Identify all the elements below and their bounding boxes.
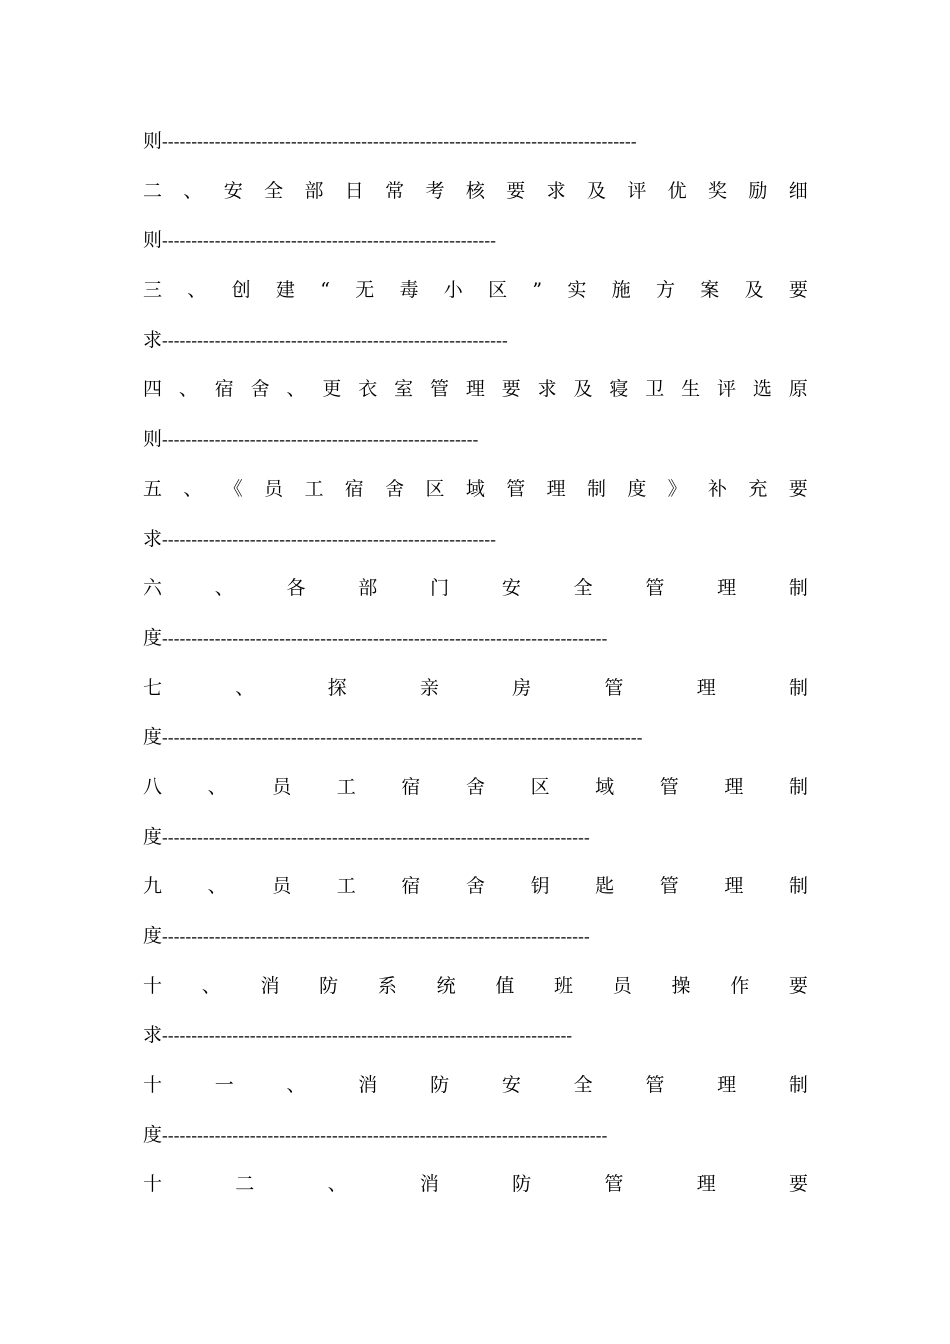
toc-title-char: 生 <box>681 378 701 401</box>
toc-title-char: 二 <box>143 179 163 202</box>
table-of-contents <box>143 117 808 1210</box>
toc-title-char: 、 <box>327 1173 347 1196</box>
toc-title-char: 区 <box>530 775 550 798</box>
toc-title-char: 安 <box>501 577 521 600</box>
toc-title-last-char: 度 <box>143 1123 163 1146</box>
toc-title-char: 、 <box>286 378 306 401</box>
toc-title-char: 制 <box>788 875 808 898</box>
toc-title-char: 核 <box>465 179 485 202</box>
toc-title-char: 统 <box>436 974 456 997</box>
toc-title-char: 系 <box>377 974 397 997</box>
toc-title-char: 八 <box>143 775 163 798</box>
toc-title-last-char: 度 <box>143 626 163 649</box>
toc-title-char: 、 <box>207 775 227 798</box>
toc-title-char: 补 <box>708 477 728 500</box>
toc-title-char: 房 <box>512 676 532 699</box>
toc-title-char: 全 <box>264 179 284 202</box>
toc-title-char: 、 <box>235 676 255 699</box>
toc-leader-dashes: ---------------------------------------------------------------------------- <box>162 628 608 648</box>
toc-title-char: 、 <box>187 279 207 302</box>
toc-title-char: 选 <box>752 378 772 401</box>
toc-title-char: 理 <box>696 1173 716 1196</box>
toc-title-char: 理 <box>724 775 744 798</box>
toc-title-char: 》 <box>667 477 687 500</box>
toc-leader-dashes: --------------------------------------------------------- <box>162 529 497 549</box>
toc-leader-dashes: --------------------------------------------------------------------------------- <box>162 132 637 151</box>
toc-title-char: 理 <box>465 378 485 401</box>
toc-title-char: 宿 <box>214 378 234 401</box>
toc-title-char: 施 <box>611 279 631 302</box>
toc-title-char: 管 <box>659 775 679 798</box>
toc-title-char: 工 <box>336 775 356 798</box>
toc-title-char: 域 <box>465 477 485 500</box>
toc-title-char: 优 <box>667 179 687 202</box>
toc-entry-title <box>143 862 808 912</box>
toc-title-char: 制 <box>788 676 808 699</box>
toc-title-char: 工 <box>304 477 324 500</box>
toc-entry-title <box>143 1061 808 1111</box>
toc-title-char: 钥 <box>530 875 550 898</box>
toc-leader-dashes: ----------------------------------------------------------- <box>162 330 508 350</box>
toc-title-char: 各 <box>286 577 306 600</box>
toc-title-char: 部 <box>358 577 378 600</box>
toc-entry-leader <box>143 415 808 465</box>
toc-title-char: 五 <box>143 477 163 500</box>
toc-title-char: 方 <box>655 279 675 302</box>
toc-entry-title <box>143 365 808 415</box>
toc-title-char: 理 <box>724 875 744 898</box>
toc-entry-leader <box>143 713 808 763</box>
toc-title-char: 作 <box>730 974 750 997</box>
toc-title-char: 要 <box>788 974 808 997</box>
toc-title-char: 要 <box>788 477 808 500</box>
toc-title-char: 探 <box>327 676 347 699</box>
toc-title-last-char: 求 <box>143 328 163 351</box>
toc-title-last-char: 求 <box>143 527 163 550</box>
toc-title-char: 宿 <box>344 477 364 500</box>
toc-title-char: 、 <box>201 974 221 997</box>
toc-entry-leader <box>143 1011 808 1061</box>
toc-title-char: 制 <box>788 775 808 798</box>
toc-title-char: 全 <box>573 1074 593 1097</box>
toc-title-char: 原 <box>788 378 808 401</box>
toc-title-char: 宿 <box>401 775 421 798</box>
toc-title-char: 制 <box>586 477 606 500</box>
toc-title-char: 安 <box>501 1074 521 1097</box>
toc-title-char: 理 <box>546 477 566 500</box>
toc-title-char: “ <box>320 279 330 302</box>
toc-leader-dashes: ---------------------------------------------------------------------------------- <box>162 728 643 748</box>
toc-title-char: 十 <box>143 1074 163 1097</box>
toc-title-char: 奖 <box>708 179 728 202</box>
toc-leader-dashes: ------------------------------------------------------ <box>162 430 479 450</box>
toc-title-char: 匙 <box>595 875 615 898</box>
toc-title-char: 三 <box>143 279 163 302</box>
toc-title-char: 舍 <box>385 477 405 500</box>
toc-title-last-char: 则 <box>143 130 163 152</box>
toc-title-last-char: 求 <box>143 1024 163 1047</box>
toc-title-char: 十 <box>143 974 163 997</box>
toc-title-char: 日 <box>344 179 364 202</box>
toc-title-char: 考 <box>425 179 445 202</box>
toc-title-char: 员 <box>264 477 284 500</box>
toc-title-last-char: 则 <box>143 428 163 451</box>
toc-title-char: 员 <box>612 974 632 997</box>
toc-entry-title <box>143 167 808 217</box>
toc-title-char: 员 <box>272 775 292 798</box>
toc-title-last-char: 度 <box>143 825 163 848</box>
toc-title-char: 常 <box>385 179 405 202</box>
toc-title-char: 舍 <box>465 775 485 798</box>
toc-title-char: 创 <box>231 279 251 302</box>
toc-entry-title <box>143 266 808 316</box>
toc-title-last-char: 则 <box>143 229 163 252</box>
toc-title-char: 九 <box>143 875 163 898</box>
toc-title-char: 《 <box>223 477 243 500</box>
toc-entry-title <box>143 763 808 813</box>
toc-entry-leader <box>143 813 808 863</box>
toc-title-char: 要 <box>788 1173 808 1196</box>
toc-title-char: 防 <box>512 1173 532 1196</box>
toc-title-char: 全 <box>573 577 593 600</box>
toc-title-char: 要 <box>788 279 808 302</box>
toc-title-char: ” <box>532 279 543 302</box>
toc-title-char: 防 <box>430 1074 450 1097</box>
toc-title-char: 班 <box>554 974 574 997</box>
toc-title-char: 制 <box>788 577 808 600</box>
toc-entry-leader <box>143 316 808 366</box>
toc-title-char: 安 <box>223 179 243 202</box>
toc-title-char: 舍 <box>465 875 485 898</box>
toc-title-char: 、 <box>178 378 198 401</box>
toc-title-last-char: 度 <box>143 726 163 749</box>
toc-leader-dashes: ---------------------------------------------------------------------- <box>162 1026 573 1046</box>
toc-entry-leader <box>143 117 808 167</box>
toc-title-char: 防 <box>319 974 339 997</box>
toc-title-char: 及 <box>573 378 593 401</box>
toc-entry-title <box>143 564 808 614</box>
toc-title-char: 一 <box>214 1074 234 1097</box>
toc-title-char: 亲 <box>419 676 439 699</box>
toc-title-char: 六 <box>143 577 163 600</box>
toc-leader-dashes: ------------------------------------------------------------------------- <box>162 927 590 946</box>
toc-title-char: 、 <box>214 577 234 600</box>
toc-title-char: 操 <box>671 974 691 997</box>
toc-title-char: 二 <box>235 1173 255 1196</box>
toc-title-char: 理 <box>717 1074 737 1097</box>
toc-title-char: 及 <box>586 179 606 202</box>
toc-title-char: 寝 <box>609 378 629 401</box>
toc-title-char: 要 <box>506 179 526 202</box>
toc-title-char: 管 <box>604 676 624 699</box>
toc-entry-leader <box>143 614 808 664</box>
toc-title-last-char: 度 <box>143 925 163 947</box>
toc-title-char: 管 <box>659 875 679 898</box>
toc-title-char: 四 <box>143 378 163 401</box>
toc-title-char: 七 <box>143 676 163 699</box>
toc-title-char: 门 <box>430 577 450 600</box>
toc-title-char: 区 <box>425 477 445 500</box>
toc-title-char: 制 <box>788 1074 808 1097</box>
toc-title-char: 管 <box>506 477 526 500</box>
toc-entry-leader <box>143 216 808 266</box>
toc-title-char: 励 <box>748 179 768 202</box>
toc-title-char: 消 <box>260 974 280 997</box>
toc-leader-dashes: ------------------------------------------------------------------------- <box>162 827 590 847</box>
toc-title-char: 管 <box>645 1074 665 1097</box>
toc-title-char: 理 <box>696 676 716 699</box>
toc-title-char: 建 <box>275 279 295 302</box>
toc-title-char: 评 <box>717 378 737 401</box>
toc-title-char: 细 <box>788 179 808 202</box>
toc-title-char: 消 <box>419 1173 439 1196</box>
toc-title-char: 求 <box>546 179 566 202</box>
toc-title-char: 域 <box>595 775 615 798</box>
toc-title-char: 、 <box>207 875 227 898</box>
toc-title-char: 管 <box>604 1173 624 1196</box>
toc-entry-title <box>143 664 808 714</box>
toc-title-char: 充 <box>748 477 768 500</box>
toc-title-char: 宿 <box>401 875 421 898</box>
toc-title-char: 工 <box>336 875 356 898</box>
toc-title-char: 卫 <box>645 378 665 401</box>
toc-title-char: 消 <box>358 1074 378 1097</box>
toc-entry-title <box>143 465 808 515</box>
toc-title-char: 理 <box>717 577 737 600</box>
toc-title-char: 实 <box>567 279 587 302</box>
toc-title-char: 评 <box>627 179 647 202</box>
toc-leader-dashes: --------------------------------------------------------- <box>162 231 497 251</box>
toc-title-char: 值 <box>495 974 515 997</box>
toc-entry-title <box>143 1160 808 1210</box>
toc-title-char: 及 <box>744 279 764 302</box>
toc-title-char: 小 <box>443 279 463 302</box>
toc-title-char: 室 <box>394 378 414 401</box>
toc-entry-leader <box>143 1111 808 1161</box>
toc-title-char: 、 <box>286 1074 306 1097</box>
toc-title-char: 衣 <box>358 378 378 401</box>
toc-title-char: 度 <box>627 477 647 500</box>
toc-title-char: 案 <box>700 279 720 302</box>
toc-title-char: 、 <box>183 179 203 202</box>
toc-title-char: 部 <box>304 179 324 202</box>
toc-title-char: 区 <box>488 279 508 302</box>
toc-title-char: 求 <box>537 378 557 401</box>
toc-entry-leader <box>143 515 808 565</box>
toc-title-char: 、 <box>183 477 203 500</box>
toc-title-char: 管 <box>430 378 450 401</box>
toc-title-char: 员 <box>272 875 292 898</box>
toc-leader-dashes: ---------------------------------------------------------------------------- <box>162 1125 608 1145</box>
toc-title-char: 毒 <box>399 279 419 302</box>
toc-title-char: 要 <box>501 378 521 401</box>
toc-title-char: 无 <box>355 279 375 302</box>
toc-title-char: 管 <box>645 577 665 600</box>
toc-entry-leader <box>143 912 808 962</box>
toc-title-char: 舍 <box>250 378 270 401</box>
toc-title-char: 十 <box>143 1173 163 1196</box>
toc-entry-title <box>143 962 808 1012</box>
toc-title-char: 更 <box>322 378 342 401</box>
